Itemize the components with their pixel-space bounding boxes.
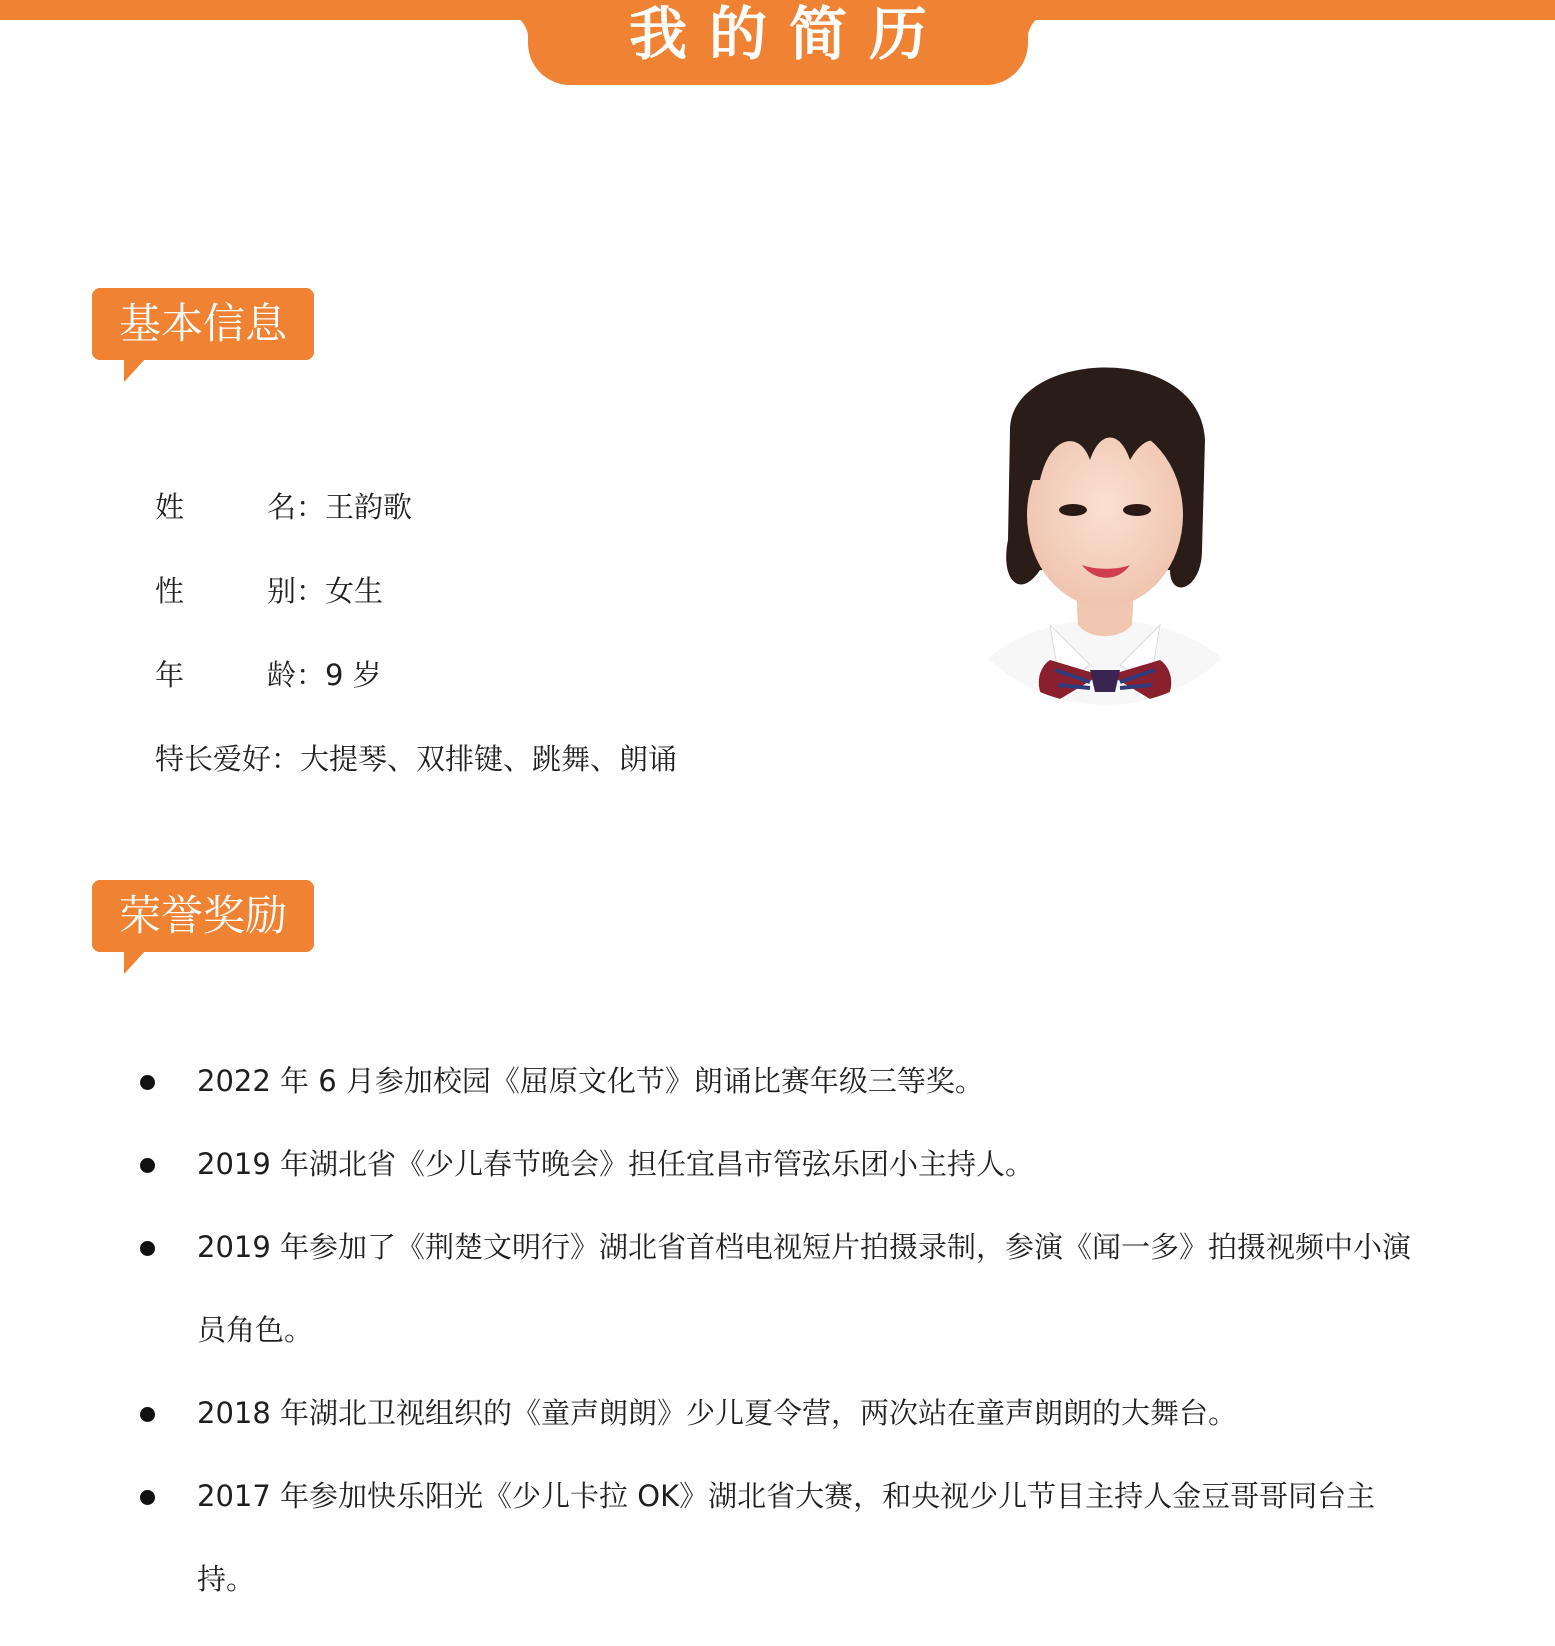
info-key-last: 名： [267,490,326,524]
honor-text: 2018 年湖北卫视组织的《童声朗朗》少儿夏令营，两次站在童声朗朗的大舞台。 [197,1396,1238,1430]
list-item [140,1455,1420,1621]
bullet-icon [140,1490,155,1505]
honor-text: 2017 年参加快乐阳光《少儿卡拉 OK》湖北省大赛，和央视少儿节目主持人金豆哥哥同台主持。 [197,1479,1376,1596]
info-value-gender: 女生 [325,574,384,608]
honors-list [140,1040,1420,1621]
list-item [140,1123,1420,1206]
info-value-name: 王韵歌 [325,490,413,524]
section-title-honors: 荣誉奖励 [118,891,287,940]
page-title: 我的简历 [628,0,949,68]
honor-text: 2019 年参加了《荆楚文明行》湖北省首档电视短片拍摄录制，参演《闻一多》拍摄视频中小演员角色。 [197,1230,1412,1347]
honor-text: 2022 年 6 月参加校园《屈原文化节》朗诵比赛年级三等奖。 [197,1064,984,1098]
bullet-icon [140,1075,155,1090]
section-title-basic-info: 基本信息 [118,299,287,348]
info-row-gender [155,549,677,633]
portrait-photo [940,320,1270,750]
bullet-icon [140,1158,155,1173]
info-value-age: 9 岁 [325,658,382,692]
info-row-hobbies [155,717,677,801]
honor-text: 2019 年湖北省《少儿春节晚会》担任宜昌市管弦乐团小主持人。 [197,1147,1035,1181]
info-row-name [155,465,677,549]
list-item [140,1372,1420,1455]
info-row-age [155,633,677,717]
section-tag-honors [92,880,314,952]
info-key-first: 性 [155,574,185,608]
info-value-hobbies: 大提琴、双排键、跳舞、朗诵 [300,742,678,776]
basic-info-list [155,465,677,801]
section-tag-basic-info [92,288,314,360]
info-key-last: 龄： [267,658,326,692]
info-key-hobbies: 特长爱好： [155,742,301,776]
list-item [140,1206,1420,1372]
info-key-first: 姓 [155,490,185,524]
info-key-first: 年 [155,658,185,692]
bullet-icon [140,1407,155,1422]
title-tab [528,0,1028,85]
bullet-icon [140,1241,155,1256]
info-key-last: 别： [267,574,326,608]
list-item [140,1040,1420,1123]
